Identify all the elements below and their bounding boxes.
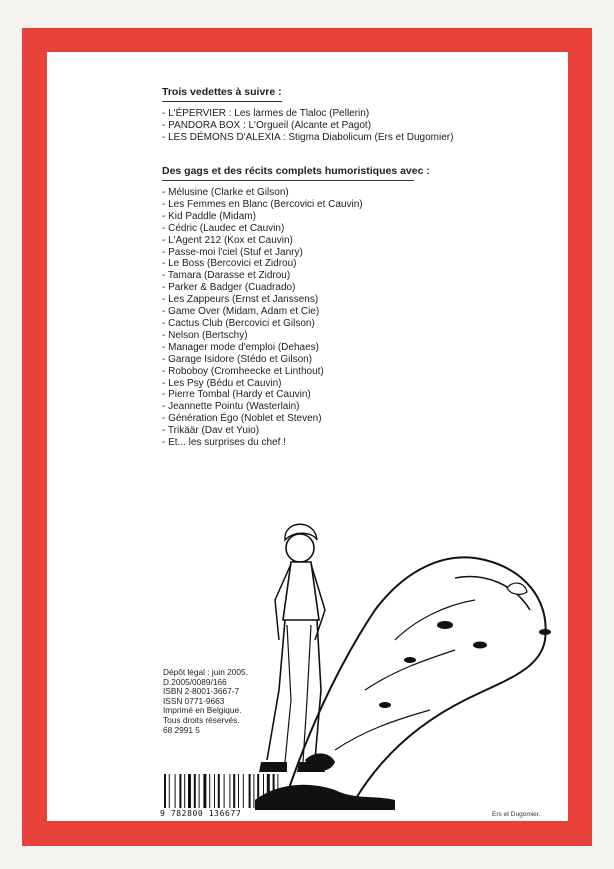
barcode-bar	[218, 774, 220, 808]
barcode-bar	[188, 774, 191, 808]
featured-series-section	[162, 86, 453, 144]
list-item: - Passe-moi l'ciel (Stuf et Janry)	[162, 246, 303, 258]
list-item: - Et... les surprises du chef !	[162, 437, 286, 449]
legal-info	[163, 668, 248, 735]
barcode-bar	[233, 774, 235, 808]
barcode-bar	[214, 774, 215, 808]
list-item: - Trikäär (Dav et Yuio)	[162, 425, 260, 437]
barcode-bar	[179, 774, 181, 808]
list-item: - Cactus Club (Bercovici et Gilson)	[162, 317, 315, 329]
barcode-bar	[194, 774, 196, 808]
barcode-bar	[164, 774, 166, 808]
barcode-bar	[203, 774, 206, 808]
heading-underline	[162, 101, 282, 102]
list-item: - Cédric (Laudec et Cauvin)	[162, 222, 285, 234]
legal-line: Tous droits réservés.	[163, 714, 240, 725]
list-item: - Génération Égo (Noblet et Steven)	[162, 413, 322, 425]
gags-section	[162, 165, 430, 449]
cover-illustration	[245, 500, 565, 820]
legal-line: D.2005/0089/166	[163, 676, 227, 687]
barcode-bar	[175, 774, 176, 808]
list-item: - Mélusine (Clarke et Gilson)	[162, 187, 289, 198]
list-item: - Manager mode d'emploi (Dehaes)	[162, 341, 319, 353]
list-item: - PANDORA BOX : L'Orgueil (Alcante et Pagot)	[162, 119, 372, 131]
list-item: - Roboboy (Cromheecke et Linthout)	[162, 365, 324, 377]
legal-line: Dépôt légal : juin 2005.	[163, 667, 248, 677]
barcode-bar	[169, 774, 170, 808]
legal-line: ISSN 0771-9663	[163, 695, 225, 706]
list-item: - Kid Paddle (Midam)	[162, 210, 256, 222]
legal-line: Imprimé en Belgique.	[163, 705, 242, 716]
list-item: - Pierre Tombal (Hardy et Cauvin)	[162, 389, 311, 401]
gags-heading: Des gags et des récits complets humoristiques avec :	[162, 165, 430, 177]
list-item: - Game Over (Midam, Adam et Cie)	[162, 306, 320, 318]
list-item: - Les Zappeurs (Ernst et Janssens)	[162, 294, 319, 306]
featured-heading: Trois vedettes à suivre :	[162, 86, 282, 98]
list-item: - Parker & Badger (Cuadrado)	[162, 282, 296, 294]
barcode-bar	[224, 774, 225, 808]
barcode-digits: 9 782800 136677	[160, 809, 242, 818]
list-item: - Les Psy (Bédu et Cauvin)	[162, 377, 282, 389]
list-item: - Tamara (Darasse et Zidrou)	[162, 270, 291, 282]
gags-list	[162, 187, 430, 449]
list-item: - LES DÉMONS D'ALEXIA : Stigma Diabolicum (Ers et Dugomier)	[162, 131, 454, 143]
barcode-bar	[199, 774, 200, 808]
heading-underline	[162, 180, 414, 181]
barcode-bar	[243, 774, 244, 808]
list-item: - Nelson (Bertschy)	[162, 329, 248, 341]
art-credit: Ers et Dugomier.	[492, 811, 541, 818]
barcode-bar	[238, 774, 239, 808]
list-item: - Garage Isidore (Stédo et Gilson)	[162, 353, 313, 365]
list-item: - L'ÉPERVIER : Les larmes de Tlaloc (Pellerin)	[162, 108, 370, 119]
list-item: - Jeannette Pointu (Wasterlain)	[162, 401, 300, 413]
barcode-bar	[209, 774, 210, 808]
list-item: - L'Agent 212 (Kox et Cauvin)	[162, 234, 293, 246]
list-item: - Le Boss (Bercovici et Zidrou)	[162, 258, 297, 270]
list-item: - Les Femmes en Blanc (Bercovici et Cauvin)	[162, 198, 363, 210]
barcode-bar	[184, 774, 185, 808]
legal-line: 68 2991 5	[163, 724, 200, 735]
legal-line: ISBN 2-8001-3667-7	[163, 686, 240, 697]
barcode-bar	[229, 774, 230, 808]
